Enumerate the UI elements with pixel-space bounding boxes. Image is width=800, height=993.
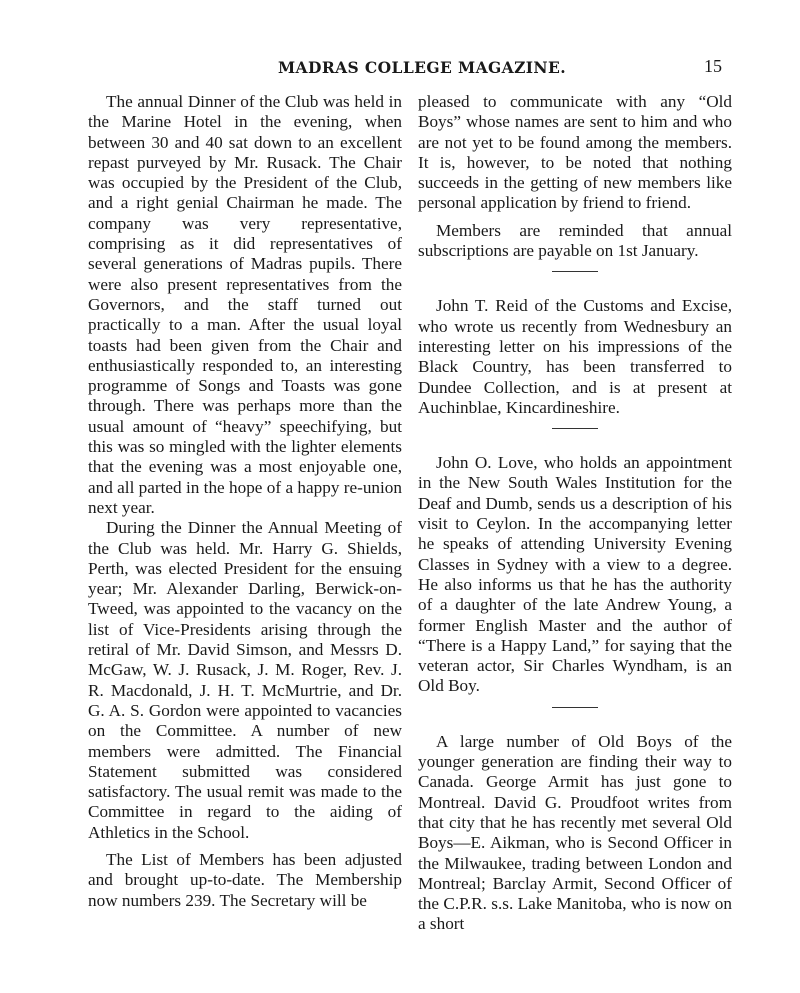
paragraph-annual-dinner: The annual Dinner of the Club was held in the Marine Hotel in the evening, when between 30 and 40 sat down to an excellent repast purveyed by Mr. Rusack. The Chair was occupied by the President of the Club, and a right genial Chairman he made. The company was very representative, comprising as it did representatives of several generations of Madras pupils. There were also present representatives from the Governors, and the staff turned out practically to a man. After the usual loyal toasts had been given from the Chair and enthusiastically responded to, an interesting programme of Songs and Toasts was gone through. There was perhaps more than the usual amount of “heavy” speechifying, but this was so mingled with the lighter elements that the evening was a most enjoyable one, and all parted in the hope of a happy re-union next year.: [88, 92, 402, 517]
left-column: [88, 92, 402, 911]
paragraph-john-reid: John T. Reid of the Customs and Excise, who wrote us recently from Wednesbury an interesting letter on his impressions of the Black Country, has been transferred to Dundee Collection, and is at present at Auchinblae, Kincardineshire.: [418, 296, 732, 417]
paragraph-john-love: John O. Love, who holds an appointment in the New South Wales Institution for the Deaf and Dumb, sends us a description of his visit to Ceylon. In the accompanying letter he speaks of attending University Evening Classes in Sydney with a view to a degree. He also informs us that he has the authority of a daughter of the late Andrew Young, a former English Master and the author of “There is a Happy Land,” for saying that the veteran actor, Sir Charles Wyndham, is an Old Boy.: [418, 453, 732, 696]
section-divider: [552, 428, 598, 429]
section-divider: [552, 707, 598, 708]
paragraph-continued: pleased to communicate with any “Old Boys” whose names are sent to him and who are not yet to be found among the members. It is, however, to be noted that nothing succeeds in the getting of new members like personal application by friend to friend.: [418, 92, 732, 213]
running-header: [0, 58, 800, 82]
paragraph-annual-meeting: During the Dinner the Annual Meeting of the Club was held. Mr. Harry G. Shields, Perth, was elected President for the ensuing year; Mr. Alexander Darling, Berwick-on-Tweed, was appointed to the vacancy on the list of Vice-Presidents arising through the retiral of Mr. David Simson, and Messrs D. McGaw, W. J. Rusack, J. M. Roger, Rev. J. R. Macdonald, J. H. T. McMurtrie, and Dr. G. A. S. Gordon were appointed to vacancies on the Committee. A number of new members were admitted. The Financial Statement submitted was considered satisfactory. The usual remit was made to the Committee in regard to the aiding of Athletics in the School.: [88, 518, 402, 842]
right-column: [418, 92, 732, 935]
page-number: 15: [704, 56, 722, 76]
paragraph-old-boys-canada: A large number of Old Boys of the younger generation are finding their way to Canada. George Armit has just gone to Montreal. David G. Proudfoot writes from that city that he has recently met several Old Boys—E. Aikman, who is Second Officer in the Milwaukee, trading between London and Montreal; Barclay Armit, Second Officer of the C.P.R. s.s. Lake Manitoba, who is now on a short: [418, 731, 732, 934]
running-title: MADRAS COLLEGE MAGAZINE.: [278, 58, 567, 77]
section-divider: [552, 271, 598, 272]
paragraph-subscriptions: Members are reminded that annual subscriptions are payable on 1st January.: [418, 220, 732, 261]
paragraph-list-of-members: The List of Members has been adjusted and brought up-to-date. The Membership now numbers 239. The Secretary will be: [88, 849, 402, 910]
